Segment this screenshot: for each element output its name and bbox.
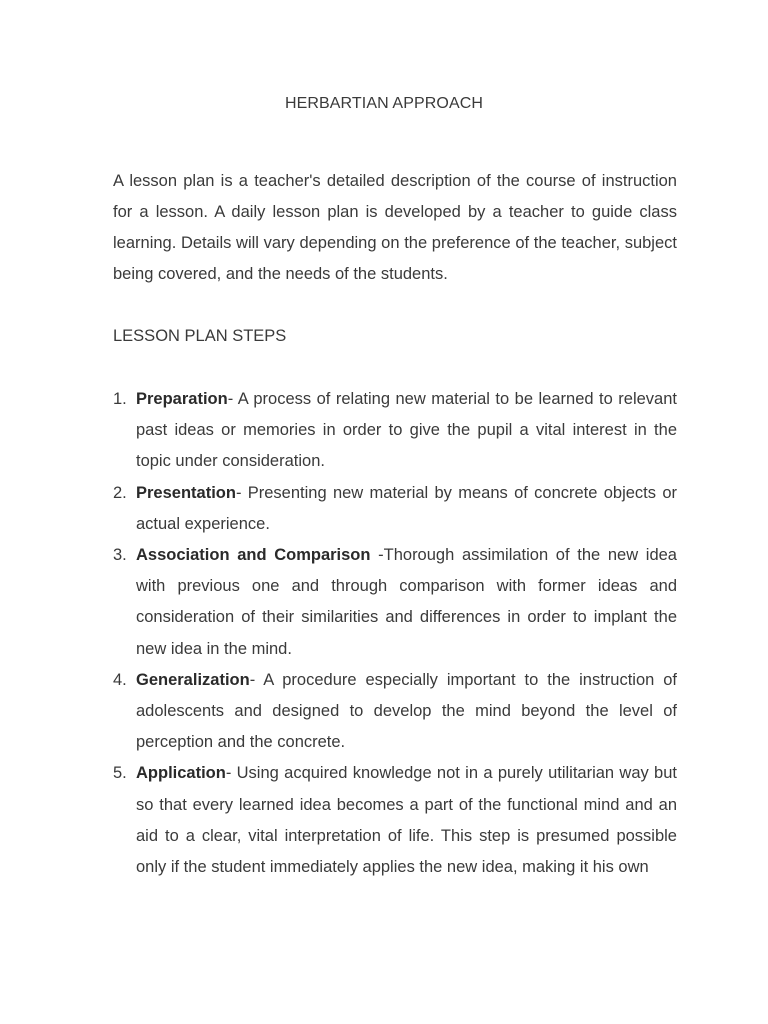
step-term: Preparation	[136, 390, 228, 408]
step-number: 2.	[113, 483, 127, 502]
section-heading: LESSON PLAN STEPS	[113, 327, 287, 345]
step-item-preparation	[113, 384, 677, 478]
step-text: - Presenting new material by means of concrete objects or actual experience.	[136, 483, 677, 533]
document-title: HERBARTIAN APPROACH	[284, 95, 484, 112]
step-number: 1.	[113, 390, 127, 408]
step-text: - A process of relating new material to be learned to relevant past ideas or memories in order to give the pupil a vital interest in the topic under consideration.	[136, 390, 677, 471]
step-item-generalization	[113, 665, 677, 759]
steps-list	[113, 384, 677, 883]
step-term: Application	[136, 764, 226, 783]
step-text: -Thorough assimilation of the new idea with previous one and through comparison with former ideas and consideration of their similarities and differences in order to implant the new idea in the mind.	[136, 546, 677, 658]
step-number: 4.	[113, 670, 127, 689]
step-term: Generalization	[136, 670, 250, 689]
intro-paragraph: A lesson plan is a teacher's detailed description of the course of instruction for a lesson. A daily lesson plan is developed by a teacher to guide class learning. Details will vary depending on the preference of the teacher, subject being covered, and the needs of the students.	[113, 172, 677, 283]
step-term: Association and Comparison	[136, 546, 371, 565]
step-text: - A procedure especially important to the instruction of adolescents and designed to develop the mind beyond the level of perception and the concrete.	[136, 670, 677, 752]
step-text: - Using acquired knowledge not in a purely utilitarian way but so that every learned idea becomes a part of the functional mind and an aid to a clear, vital interpretation of life. This step is presumed possible only if the student immediately applies the new idea, making it his own	[136, 764, 677, 877]
step-item-application	[113, 758, 677, 883]
step-term: Presentation	[136, 483, 236, 502]
step-item-association	[113, 540, 677, 665]
step-number: 5.	[113, 764, 127, 783]
step-item-presentation	[113, 478, 677, 540]
step-number: 3.	[113, 546, 127, 565]
